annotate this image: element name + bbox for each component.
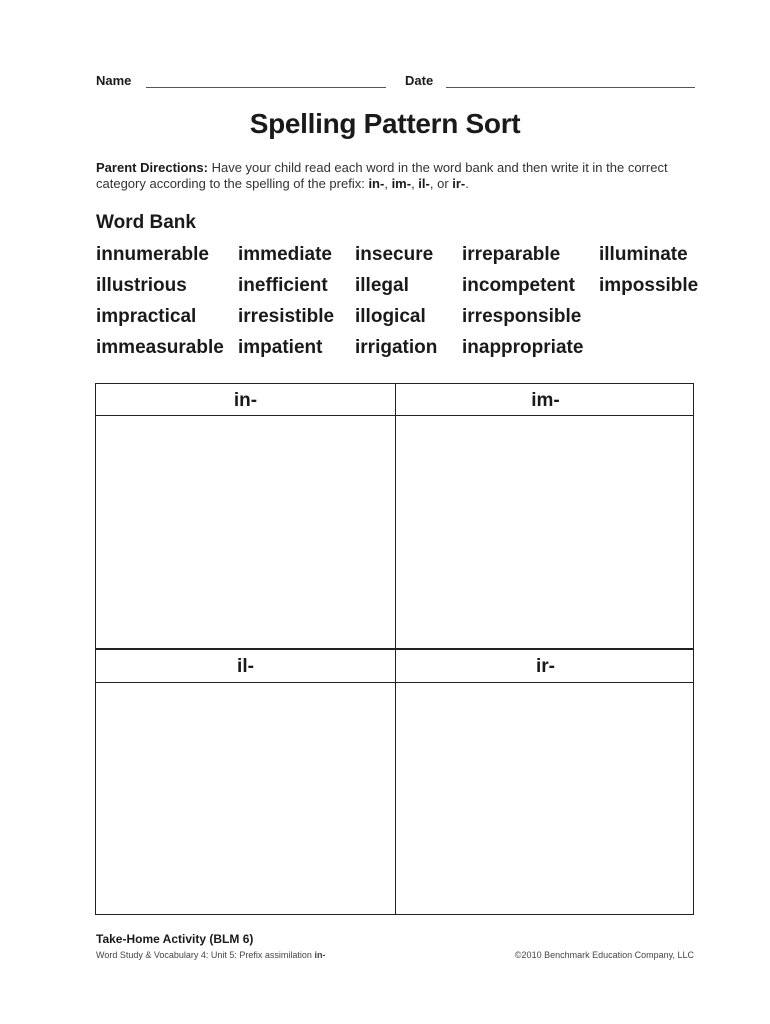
- category-header-ir: ir-: [536, 656, 555, 677]
- directions-text: Have your child read each word in the word bank and then write it in the correct category according to the spelling of the prefix:: [96, 160, 668, 191]
- activity-title: Take-Home Activity (BLM 6): [96, 932, 254, 946]
- prefix-il: il-: [418, 176, 430, 191]
- prefix-im: im-: [391, 176, 412, 191]
- directions-label: Parent Directions:: [96, 160, 208, 175]
- word-bank-item: irresponsible: [462, 306, 582, 327]
- course-prefix: in-: [314, 950, 326, 960]
- word-bank-item: illogical: [355, 306, 426, 327]
- name-label: Name: [96, 73, 132, 88]
- word-bank-item: illustrious: [96, 275, 187, 296]
- word-bank-item: insecure: [355, 244, 434, 265]
- date-field[interactable]: [446, 87, 695, 88]
- word-bank-item: irresistible: [238, 306, 335, 327]
- category-header-il: il-: [237, 656, 254, 677]
- period: .: [465, 176, 469, 191]
- separator: ,: [384, 176, 392, 191]
- word-bank-item: inefficient: [238, 275, 328, 296]
- writing-area-in[interactable]: [96, 416, 395, 647]
- page-title: Spelling Pattern Sort: [249, 108, 521, 139]
- name-field[interactable]: [146, 87, 386, 88]
- word-bank-item: impatient: [238, 337, 323, 358]
- separator: ,: [411, 176, 419, 191]
- section-divider: [95, 648, 694, 650]
- word-bank-item: irrigation: [355, 337, 438, 358]
- separator: , or: [429, 176, 453, 191]
- category-header-in: in-: [233, 390, 258, 411]
- course-text: Word Study & Vocabulary 4: Unit 5: Prefix assimilation: [96, 950, 315, 960]
- word-bank-item: incompetent: [462, 275, 575, 296]
- word-bank-item: illegal: [355, 275, 409, 296]
- category-header-im: im-: [531, 390, 560, 411]
- word-bank-item: irreparable: [462, 244, 561, 265]
- course-info: [96, 950, 325, 960]
- prefix-in: in-: [368, 176, 385, 191]
- prefix-ir: ir-: [452, 176, 466, 191]
- date-label: Date: [405, 73, 434, 88]
- word-bank-item: impractical: [96, 306, 197, 327]
- word-bank-item: innumerable: [96, 244, 209, 265]
- word-bank-item: illuminate: [599, 244, 688, 265]
- word-bank-item: impossible: [599, 275, 699, 296]
- writing-area-ir[interactable]: [396, 683, 693, 914]
- word-bank-heading: Word Bank: [96, 212, 196, 233]
- word-bank-item: immediate: [238, 244, 332, 265]
- writing-area-im[interactable]: [396, 416, 693, 647]
- word-bank-item: inappropriate: [462, 337, 584, 358]
- copyright: ©2010 Benchmark Education Company, LLC: [514, 950, 694, 960]
- parent-directions: [96, 160, 696, 192]
- writing-area-il[interactable]: [96, 683, 395, 914]
- word-bank-item: immeasurable: [96, 337, 224, 358]
